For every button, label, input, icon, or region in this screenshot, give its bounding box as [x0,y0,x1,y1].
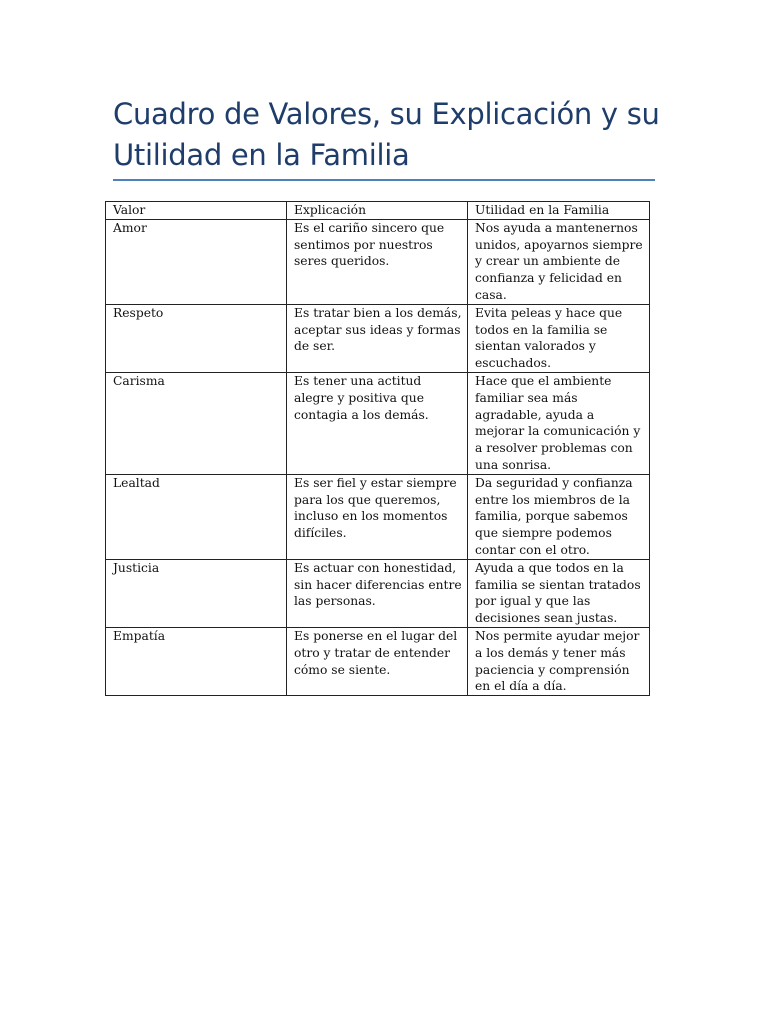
cell-valor: Empatía [106,627,287,695]
cell-explicacion: Es el cariño sincero que sentimos por nuestros seres queridos. [287,219,468,304]
header-valor: Valor [106,202,287,220]
cell-utilidad: Evita peleas y hace que todos en la familia se sientan valorados y escuchados. [468,304,650,372]
table-row [106,627,650,695]
table-row [106,304,650,372]
cell-utilidad: Nos ayuda a mantenernos unidos, apoyarnos siempre y crear un ambiente de confianza y felicidad en casa. [468,219,650,304]
table-row [106,559,650,627]
table-row [106,372,650,474]
header-utilidad: Utilidad en la Familia [468,202,650,220]
cell-explicacion: Es actuar con honestidad, sin hacer diferencias entre las personas. [287,559,468,627]
title-underline [113,179,655,181]
cell-utilidad: Nos permite ayudar mejor a los demás y tener más paciencia y comprensión en el día a día. [468,627,650,695]
table-header-row [106,202,650,220]
table-row [106,219,650,304]
cell-explicacion: Es ser fiel y estar siempre para los que queremos, incluso en los momentos difíciles. [287,474,468,559]
cell-utilidad: Ayuda a que todos en la familia se sientan tratados por igual y que las decisiones sean justas. [468,559,650,627]
cell-valor: Amor [106,219,287,304]
page-title: Cuadro de Valores, su Explicación y su Utilidad en la Familia [113,97,660,172]
cell-explicacion: Es tratar bien a los demás, aceptar sus ideas y formas de ser. [287,304,468,372]
cell-explicacion: Es tener una actitud alegre y positiva que contagia a los demás. [287,372,468,474]
cell-valor: Respeto [106,304,287,372]
cell-utilidad: Hace que el ambiente familiar sea más agradable, ayuda a mejorar la comunicación y a resolver problemas con una sonrisa. [468,372,650,474]
cell-valor: Carisma [106,372,287,474]
cell-utilidad: Da seguridad y confianza entre los miembros de la familia, porque sabemos que siempre podemos contar con el otro. [468,474,650,559]
values-table [105,201,650,696]
table-row [106,474,650,559]
cell-valor: Justicia [106,559,287,627]
header-explicacion: Explicación [287,202,468,220]
cell-valor: Lealtad [106,474,287,559]
cell-explicacion: Es ponerse en el lugar del otro y tratar de entender cómo se siente. [287,627,468,695]
